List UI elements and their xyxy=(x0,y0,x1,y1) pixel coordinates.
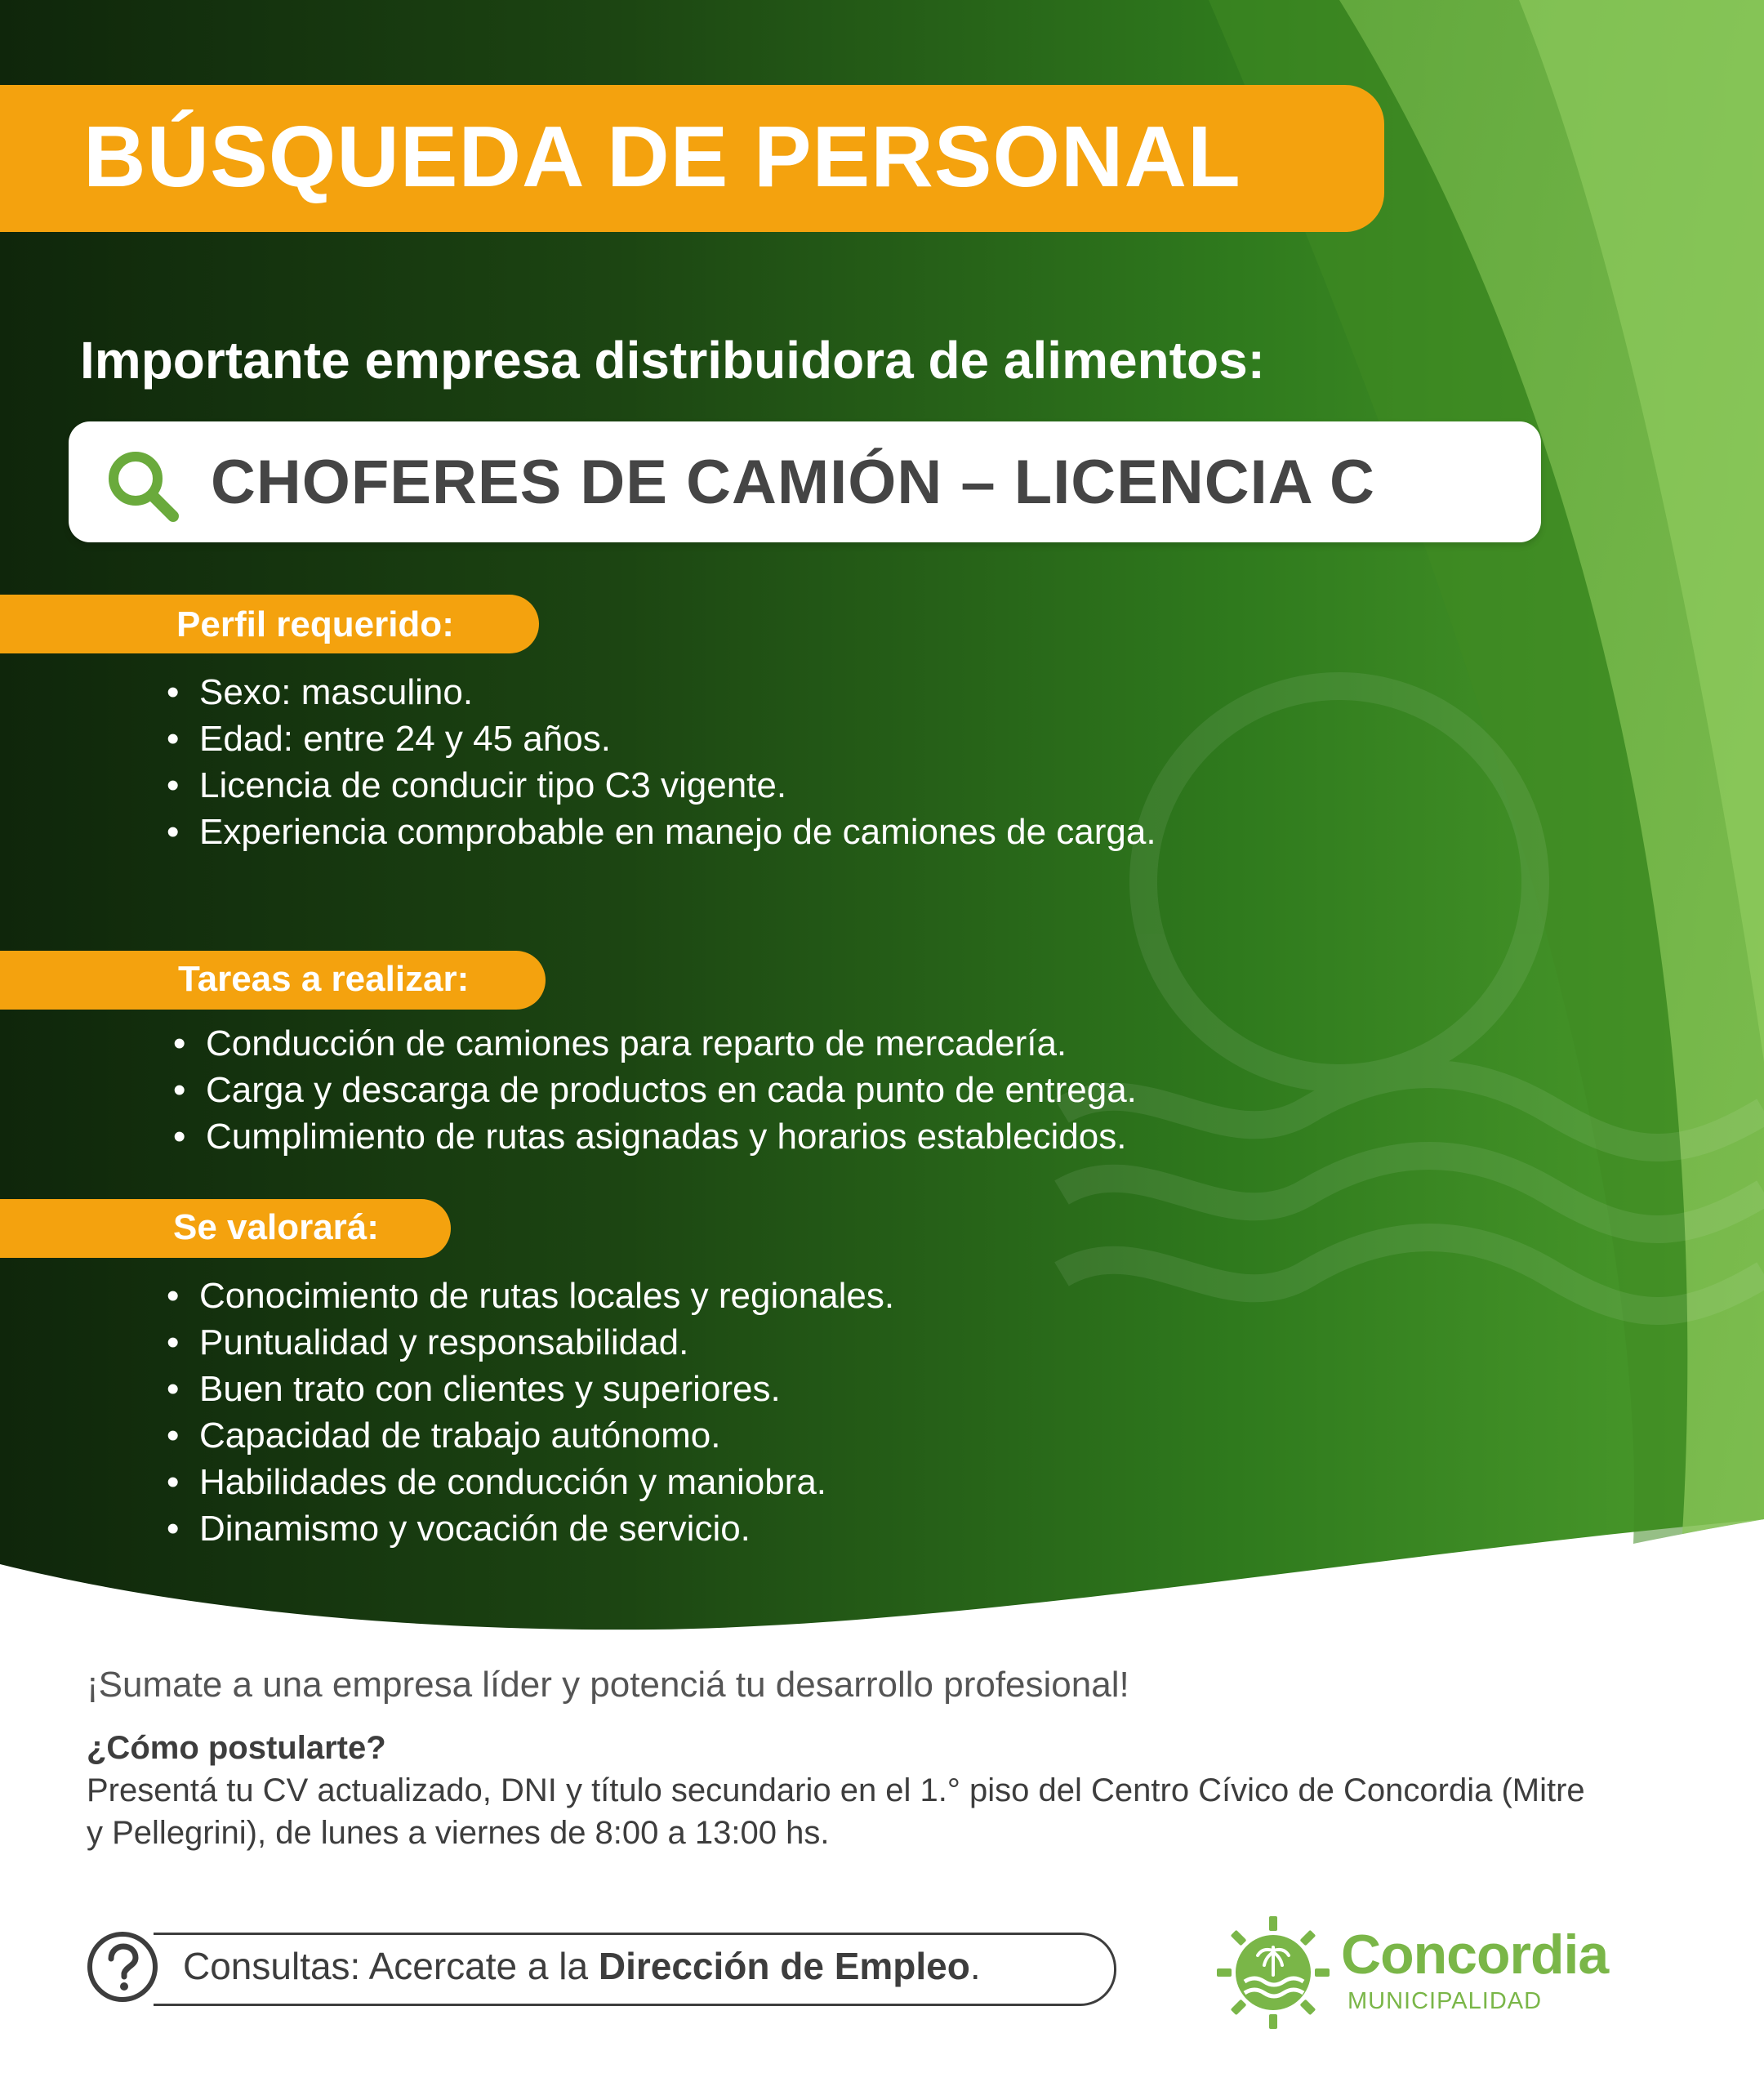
call-to-action: ¡Sumate a una empresa líder y potenciá tu desarrollo profesional! xyxy=(87,1665,1129,1705)
list-item: • Licencia de conducir tipo C3 vigente. xyxy=(167,762,1326,809)
concordia-logo-icon xyxy=(1212,1911,1334,2034)
list-item: • Dinamismo y vocación de servicio. xyxy=(167,1505,1473,1552)
consult-suffix: . xyxy=(969,1945,981,1987)
section-label-valorara: Se valorará: xyxy=(173,1207,379,1247)
section-label-perfil: Perfil requerido: xyxy=(176,604,454,644)
page-title: BÚSQUEDA DE PERSONAL xyxy=(83,109,1241,205)
list-item: • Cumplimiento de rutas asignadas y horarios establecidos. xyxy=(173,1113,1480,1160)
consult-prefix: Consultas: Acercate a la xyxy=(183,1945,599,1987)
list-valorara xyxy=(167,1273,1473,1552)
howto-text: Presentá tu CV actualizado, DNI y título secundario en el 1.° piso del Centro Cívico de Concordia (Mitre y Pellegrini), de lunes a viernes de 8:00 a 13:00 hs. xyxy=(87,1772,1585,1851)
list-item: • Conocimiento de rutas locales y regionales. xyxy=(167,1273,1473,1319)
consult-text xyxy=(183,1944,981,1988)
list-item: • Carga y descarga de productos en cada punto de entrega. xyxy=(173,1067,1480,1113)
list-item: • Puntualidad y responsabilidad. xyxy=(167,1319,1473,1366)
list-tareas xyxy=(173,1020,1480,1160)
list-item: • Sexo: masculino. xyxy=(167,669,1326,716)
list-item: • Edad: entre 24 y 45 años. xyxy=(167,716,1326,762)
section-label-tareas: Tareas a realizar: xyxy=(178,959,470,999)
list-item: • Capacidad de trabajo autónomo. xyxy=(167,1412,1473,1459)
list-item: • Habilidades de conducción y maniobra. xyxy=(167,1459,1473,1505)
search-icon xyxy=(101,444,183,526)
howto-title: ¿Cómo postularte? xyxy=(87,1730,386,1766)
list-item: • Buen trato con clientes y superiores. xyxy=(167,1366,1473,1412)
position-title: CHOFERES DE CAMIÓN – LICENCIA C xyxy=(211,448,1375,517)
list-perfil xyxy=(167,669,1326,855)
consult-office: Dirección de Empleo xyxy=(598,1945,970,1987)
list-item: • Conducción de camiones para reparto de mercadería. xyxy=(173,1020,1480,1067)
logo-subtitle: MUNICIPALIDAD xyxy=(1348,1988,1543,2014)
question-circle-icon xyxy=(85,1929,160,2004)
list-item: • Experiencia comprobable en manejo de camiones de carga. xyxy=(167,809,1326,855)
company-subtitle: Importante empresa distribuidora de alimentos: xyxy=(80,331,1265,390)
logo-name: Concordia xyxy=(1341,1924,1609,1986)
